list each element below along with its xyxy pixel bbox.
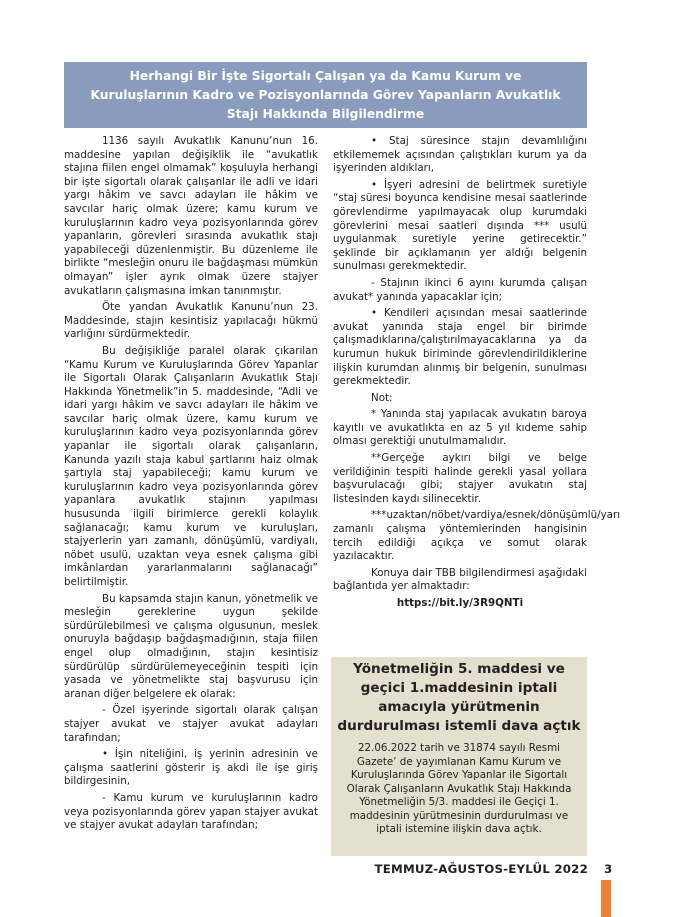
paragraph: Bu değişikliğe paralel olarak çıkarılan “Kamu Kurum ve Kuruluşlarında Görev Yapanlar ile Sigortalı Olarak Çalışanların Avukatlık Stajı Hakkında Yönetmelik”in 5. maddesinde, “Adli ve idari yargı hâkim ve savcı adayları ile hâkim ve savcılar hariç olmak üzere, kamu kurum ve kuruluşlarının kadro veya pozisyonlarında görev yapanlar ile sigortalı olarak çalışanların, Kanunda yazılı staja kabul şartlarını haiz olmak şartıyla staj yapabileceği; kamu kurum ve kuruluşlarının kadro veya pozisyonlarında görev yapanlara avukatlık stajının yapılması hususunda ilgili birimlerce gerekli kolaylık sağlanacağı; kamu kurum ve kuruluşları, stajyerlerin yarı zamanlı, dönüşümlü, vardiyalı, nöbet usulü, uzaktan veya esnek çalışma gibi imkânlardan yararlanmalarını sağlanacağı” belirtilmiştir. [64, 344, 318, 588]
article-header [64, 62, 587, 128]
paragraph: - Stajının ikinci 6 ayını kurumda çalışan avukat* yanında yapacaklar için; [333, 276, 587, 303]
paragraph: • Kendileri açısından mesai saatlerinde avukat yanında staja engel bir birimde çalışmadıklarına/çalıştırılmayacaklarına ya da kurumun hukuk biriminde görevlendirildiklerine ilişkin kurumdan alınmış bir belgenin, sunulması gerekmektedir. [333, 307, 587, 388]
paragraph: • İşyeri adresini de belirtmek suretiyle “staj süresi boyunca kendisine mesai saatlerinde görevlendirme yapılmayacak olup kurumdaki görevlerini mesai saatleri dışında *** usulü uygulanmak suretiyle yerine getirecektir.” şeklinde bir açıklamanın yer aldığı belgenin sunulması gerekmektedir. [333, 178, 587, 273]
paragraph: Bu kapsamda stajın kanun, yönetmelik ve mesleğin gereklerine uygun şekilde sürdürülebilmesi ve çalışma olgusunun, meslek onuruyla bağdaşıp bağdaşmadığının, staja fiilen engel olup olmadığının, stajın kesintisiz sürdürülüp sürdürülemeyeceğinin tespiti için yasada ve yönetmelikte staj başvurusu için aranan diğer belgelere ek olarak: [64, 592, 318, 700]
paragraph: - Kamu kurum ve kuruluşlarının kadro veya pozisyonlarında görev yapan stajyer avukat ve stajyer avukat adayları tarafından; [64, 791, 318, 832]
header-line-2: Kuruluşlarının Kadro ve Pozisyonlarında Görev Yapanların Avukatlık [90, 87, 561, 102]
tbb-link[interactable]: https://bit.ly/3R9QNTi [396, 597, 524, 609]
right-column [333, 135, 621, 614]
paragraph: **Gerçeğe aykırı bilgi ve belge verildiğinin tespiti halinde gerekli yasal yollara başvurulacağı gibi; stajyer avukatın staj listesinden kaydı silinecektir. [333, 452, 587, 505]
box-body: 22.06.2022 tarih ve 31874 sayılı Resmi Gazete’ de yayımlanan Kamu Kurum ve Kuruluşlarında Görev Yapanlar ile Sigortalı Olarak Çalışanların Avukatlık Stajı Hakkında Yönetmeliğin 5/3. maddesi ile Geçiçi 1. maddesinin yürütmesinin durdurulması ve iptali istemine ilişkin dava açtık. [346, 742, 572, 835]
paragraph: • İşin niteliğini, iş yerinin adresinin ve çalışma saatlerini gösterir iş akdi ile işe giriş bildirgesinin, [64, 748, 318, 788]
header-line-3: Stajı Hakkında Bilgilendirme [226, 106, 425, 121]
note-label: Not: [371, 391, 393, 404]
page-number: 3 [604, 862, 613, 876]
paragraph: Konuya dair TBB bilgilendirmesi aşağıdaki bağlantıda yer almaktadır: [333, 566, 587, 593]
accent-bar [601, 880, 611, 917]
issue-footer: TEMMUZ-AĞUSTOS-EYLÜL 2022 [374, 862, 588, 876]
header-line-1: Herhangi Bir İşte Sigortalı Çalışan ya da Kamu Kurum ve [129, 68, 522, 83]
paragraph: ***uzaktan/nöbet/vardiya/esnek/dönüşümlü/yarı zamanlı çalışma yöntemlerinden hangisinin tercih edildiği açıkça ve somut olarak yazılacaktır. [333, 509, 621, 563]
box-title: Yönetmeliğin 5. maddesi ve geçici 1.maddesinin iptali amacıyla yürütmenin durdurulması istemli dava açtık [337, 661, 581, 734]
paragraph: Öte yandan Avukatlık Kanunu’nun 23. Maddesinde, stajın kesintisiz yapılacağı hükmü varlığını sürdürmektedir. [64, 301, 318, 341]
paragraph: - Özel işyerinde sigortalı olarak çalışan stajyer avukat ve stajyer avukat adayları tarafından; [64, 704, 318, 744]
lawsuit-box [331, 657, 587, 856]
paragraph: • Staj süresince stajın devamlılığını etkilememek açısından çalıştıkları kurum ya da işyerinden aldıkları, [333, 135, 587, 175]
left-column [64, 135, 318, 836]
paragraph: 1136 sayılı Avukatlık Kanunu’nun 16. maddesine yapılan değişiklik ile “avukatlık stajına fiilen engel olmamak” koşuluyla herhangi bir işte sigortalı olarak çalışanlar ile adli ve idari yargı hâkim ve savcı adayları ile hâkim ve savcılar hariç olmak üzere; kamu kurum ve kuruluşlarının kadro veya pozisyonlarında görev yapanların, görevleri sırasında avukatlık stajı yapabileceği düzenlenmiştir. Bu düzenleme ile birlikte “mesleğin onuru ile bağdaşması mümkün olmayan” işler ayrık olmak üzere stajyer avukatların çalışmasına imkan tanınmıştır. [64, 135, 318, 297]
paragraph: * Yanında staj yapılacak avukatın baroya kayıtlı ve avukatlıkta en az 5 yıl kıdeme sahip olması gerektiği unutulmamalıdır. [333, 408, 587, 448]
